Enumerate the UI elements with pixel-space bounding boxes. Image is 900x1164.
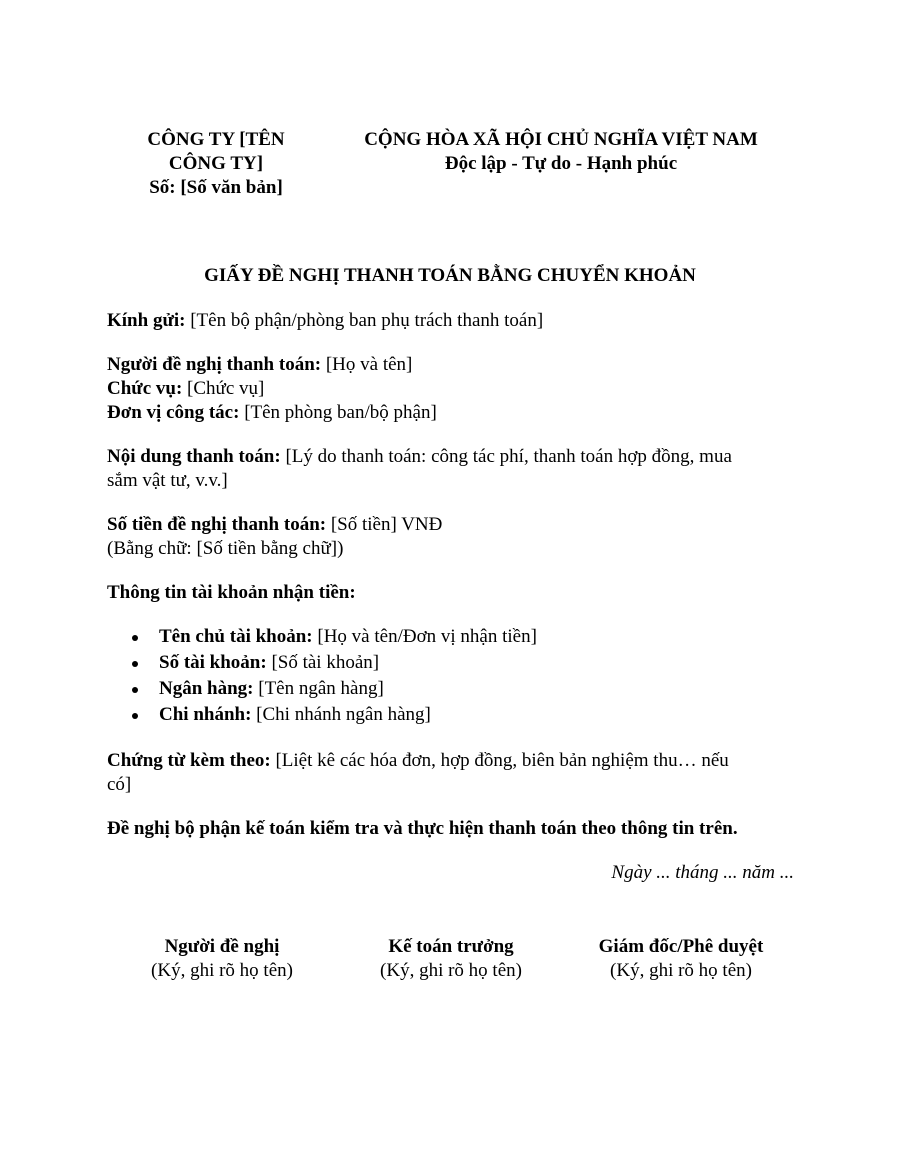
signature-role: Giám đốc/Phê duyệt <box>598 936 764 957</box>
requester-name-label: Người đề nghị thanh toán: <box>107 354 322 375</box>
recipient-value: [Tên bộ phận/phòng ban phụ trách thanh toán] <box>185 310 544 331</box>
attachments-label: Chứng từ kèm theo: <box>107 750 271 771</box>
attachments-line2 <box>107 773 797 797</box>
amount-line <box>107 513 797 537</box>
account-number-item <box>107 651 797 677</box>
account-info-list <box>107 625 797 729</box>
account-holder-item <box>107 625 797 651</box>
requester-position-label: Chức vụ: <box>107 378 183 399</box>
national-header <box>330 128 792 176</box>
bullet-icon <box>132 687 138 693</box>
amount-value: [Số tiền] VNĐ <box>326 514 443 535</box>
requester-position-line <box>107 377 797 401</box>
bank-value: [Tên ngân hàng] <box>253 678 384 699</box>
amount-label: Số tiền đề nghị thanh toán: <box>107 514 327 535</box>
national-motto: Độc lập - Tự do - Hạnh phúc <box>444 153 678 174</box>
account-holder-label: Tên chủ tài khoản: <box>159 626 313 647</box>
payment-content-line1 <box>107 445 797 469</box>
amount-in-words: (Bằng chữ: [Số tiền bằng chữ]) <box>107 538 344 559</box>
company-name-line2: CÔNG TY] <box>168 153 264 174</box>
attachments-value-line2: có] <box>107 774 132 795</box>
request-statement: Đề nghị bộ phận kế toán kiểm tra và thực hiện thanh toán theo thông tin trên. <box>107 818 738 839</box>
bank-label: Ngân hàng: <box>159 678 254 699</box>
company-block <box>122 128 310 200</box>
signature-role: Người đề nghị <box>164 936 280 957</box>
bullet-icon <box>132 635 138 641</box>
signature-note: (Ký, ghi rõ họ tên) <box>151 960 293 981</box>
document-title: GIẤY ĐỀ NGHỊ THANH TOÁN BẰNG CHUYỂN KHOẢN <box>204 265 696 286</box>
account-number-value: [Số tài khoản] <box>266 652 380 673</box>
signature-note: (Ký, ghi rõ họ tên) <box>610 960 752 981</box>
branch-value: [Chi nhánh ngân hàng] <box>251 704 431 725</box>
requester-name-line <box>107 353 797 377</box>
payment-content-value-line2: sắm vật tư, v.v.] <box>107 470 228 491</box>
branch-item <box>107 703 797 729</box>
requester-unit-label: Đơn vị công tác: <box>107 402 240 423</box>
account-heading: Thông tin tài khoản nhận tiền: <box>107 582 356 603</box>
payment-content-line2 <box>107 469 797 493</box>
date-line: Ngày ... tháng ... năm ... <box>611 862 794 883</box>
signature-note: (Ký, ghi rõ họ tên) <box>380 960 522 981</box>
company-name-line1: CÔNG TY [TÊN <box>147 129 285 150</box>
signature-requester <box>107 935 337 983</box>
attachments-value-line1: [Liệt kê các hóa đơn, hợp đồng, biên bản nghiệm thu… nếu <box>270 750 729 771</box>
attachments-line1 <box>107 749 797 773</box>
nation-name: CỘNG HÒA XÃ HỘI CHỦ NGHĨA VIỆT NAM <box>364 129 758 150</box>
account-holder-value: [Họ và tên/Đơn vị nhận tiền] <box>312 626 537 647</box>
document-number: Số: [Số văn bản] <box>149 177 283 198</box>
signature-director <box>566 935 796 983</box>
recipient-line <box>107 309 797 333</box>
bullet-icon <box>132 661 138 667</box>
payment-content-label: Nội dung thanh toán: <box>107 446 281 467</box>
requester-unit-value: [Tên phòng ban/bộ phận] <box>239 402 437 423</box>
requester-name-value: [Họ và tên] <box>321 354 413 375</box>
branch-label: Chi nhánh: <box>159 704 252 725</box>
bullet-icon <box>132 713 138 719</box>
requester-unit-line <box>107 401 797 425</box>
bank-item <box>107 677 797 703</box>
account-number-label: Số tài khoản: <box>159 652 267 673</box>
recipient-label: Kính gửi: <box>107 310 186 331</box>
payment-content-value-line1: [Lý do thanh toán: công tác phí, thanh toán hợp đồng, mua <box>280 446 732 467</box>
signature-role: Kế toán trưởng <box>388 936 514 957</box>
requester-position-value: [Chức vụ] <box>182 378 265 399</box>
signature-chief-accountant <box>336 935 566 983</box>
